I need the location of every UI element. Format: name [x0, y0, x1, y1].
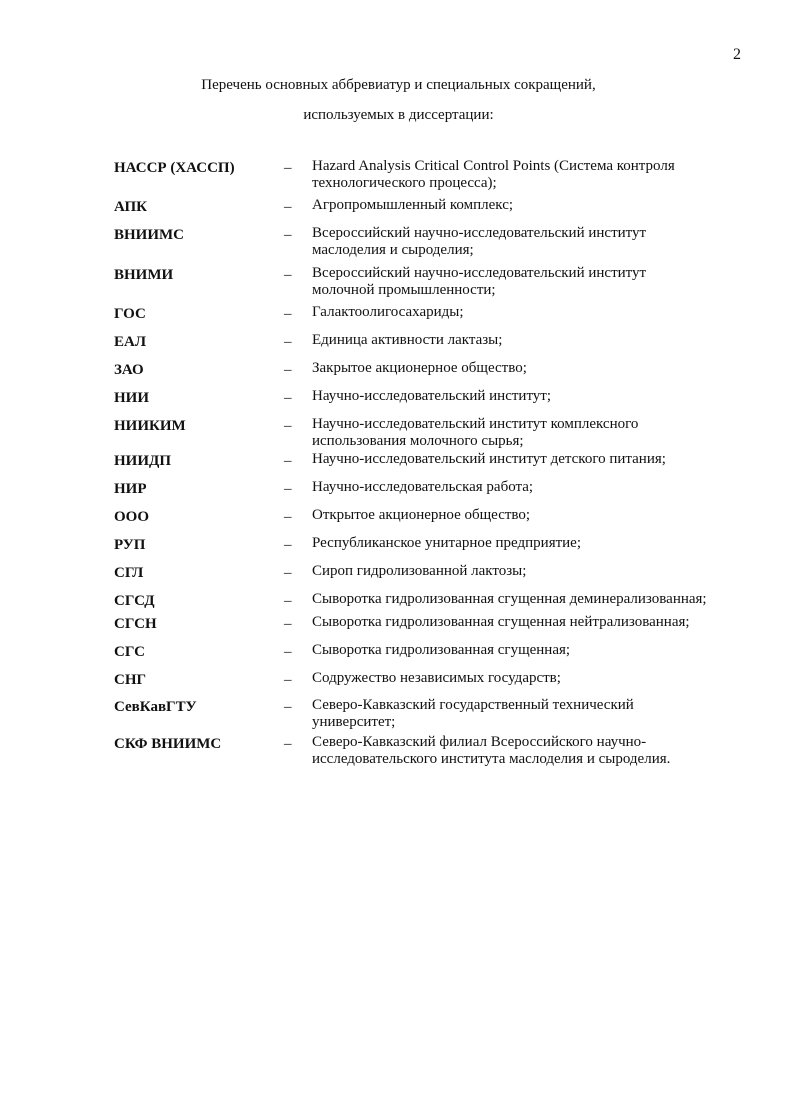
- abbreviation-term: НИИКИМ: [114, 418, 186, 434]
- abbreviation-definition: Северо-Кавказский государственный технический университет;: [312, 697, 634, 730]
- abbreviation-row: [114, 591, 774, 610]
- abbreviation-row: [114, 360, 774, 379]
- abbreviation-term: НИИ: [114, 390, 150, 406]
- abbreviation-definition: Научно-исследовательский институт;: [312, 388, 552, 404]
- abbreviation-definition: Республиканское унитарное предприятие;: [312, 535, 582, 551]
- abbreviation-dash: –: [284, 736, 292, 752]
- abbreviation-definition: Закрытое акционерное общество;: [312, 360, 527, 376]
- abbreviation-term: ООО: [114, 509, 150, 525]
- abbreviation-term: НАССР (ХАССП): [114, 160, 235, 176]
- abbreviation-definition: Сыворотка гидролизованная сгущенная нейтрализованная;: [312, 614, 690, 630]
- abbreviation-definition: Научно-исследовательский институт детского питания;: [312, 451, 666, 467]
- page-number: 2: [733, 46, 741, 63]
- abbreviation-definition: Северо-Кавказский филиал Всероссийского научно- исследовательского института маслоделия и сыроделия.: [312, 734, 671, 767]
- abbreviation-list: [114, 158, 774, 768]
- abbreviation-term: ГОС: [114, 306, 146, 322]
- abbreviation-dash: –: [284, 644, 292, 660]
- abbreviation-row: [114, 734, 774, 768]
- abbreviation-dash: –: [284, 616, 292, 632]
- abbreviation-row: [114, 265, 774, 299]
- abbreviation-row: [114, 416, 774, 450]
- abbreviation-definition: Единица активности лактазы;: [312, 332, 503, 348]
- page-title-line-2: используемых в диссертации:: [303, 107, 494, 123]
- abbreviation-row: [114, 451, 774, 470]
- abbreviation-dash: –: [284, 362, 292, 378]
- abbreviation-definition: Научно-исследовательский институт комплексного использования молочного сырья;: [312, 416, 639, 449]
- abbreviation-row: [114, 614, 774, 633]
- abbreviation-term: АПК: [114, 199, 148, 215]
- abbreviation-row: [114, 563, 774, 582]
- abbreviation-dash: –: [284, 593, 292, 609]
- abbreviation-row: [114, 642, 774, 661]
- abbreviation-row: [114, 697, 774, 731]
- abbreviation-dash: –: [284, 227, 292, 243]
- abbreviation-dash: –: [284, 509, 292, 525]
- abbreviation-dash: –: [284, 537, 292, 553]
- abbreviation-definition: Агропромышленный комплекс;: [312, 197, 514, 213]
- abbreviation-definition: Галактоолигосахариды;: [312, 304, 464, 320]
- abbreviation-definition: Всероссийский научно-исследовательский институт молочной промышленности;: [312, 265, 647, 298]
- abbreviation-definition: Всероссийский научно-исследовательский институт маслоделия и сыроделия;: [312, 225, 647, 258]
- abbreviation-dash: –: [284, 160, 292, 176]
- abbreviation-dash: –: [284, 390, 292, 406]
- abbreviation-term: СКФ ВНИИМС: [114, 736, 222, 752]
- abbreviation-dash: –: [284, 306, 292, 322]
- abbreviation-row: [114, 197, 774, 216]
- abbreviation-term: ЗАО: [114, 362, 144, 378]
- abbreviation-row: [114, 479, 774, 498]
- abbreviation-term: СГС: [114, 644, 146, 660]
- abbreviation-definition: Сироп гидролизованной лактозы;: [312, 563, 527, 579]
- abbreviation-term: РУП: [114, 537, 146, 553]
- abbreviation-row: [114, 670, 774, 689]
- abbreviation-term: СГСН: [114, 616, 157, 632]
- abbreviation-dash: –: [284, 481, 292, 497]
- abbreviation-dash: –: [284, 453, 292, 469]
- abbreviation-definition: Сыворотка гидролизованная сгущенная;: [312, 642, 571, 658]
- page-title-line-1: Перечень основных аббревиатур и специальных сокращений,: [201, 77, 596, 93]
- abbreviation-row: [114, 158, 774, 192]
- abbreviation-definition: Hazard Analysis Critical Control Points (Система контроля технологического процесса);: [312, 158, 675, 191]
- abbreviation-term: СНГ: [114, 672, 147, 688]
- abbreviation-term: ВНИМИ: [114, 267, 174, 283]
- abbreviation-term: НИИДП: [114, 453, 171, 469]
- abbreviation-dash: –: [284, 199, 292, 215]
- abbreviation-dash: –: [284, 267, 292, 283]
- abbreviation-term: ЕАЛ: [114, 334, 147, 350]
- abbreviation-definition: Содружество независимых государств;: [312, 670, 561, 686]
- abbreviation-definition: Открытое акционерное общество;: [312, 507, 531, 523]
- abbreviation-term: ВНИИМС: [114, 227, 184, 243]
- abbreviation-row: [114, 535, 774, 554]
- abbreviation-row: [114, 507, 774, 526]
- abbreviation-dash: –: [284, 418, 292, 434]
- abbreviation-dash: –: [284, 565, 292, 581]
- abbreviation-dash: –: [284, 334, 292, 350]
- abbreviation-row: [114, 304, 774, 323]
- abbreviation-term: СГЛ: [114, 565, 144, 581]
- abbreviation-row: [114, 225, 774, 259]
- abbreviation-definition: Сыворотка гидролизованная сгущенная деминерализованная;: [312, 591, 707, 607]
- abbreviation-term: СевКавГТУ: [114, 699, 197, 715]
- abbreviation-definition: Научно-исследовательская работа;: [312, 479, 534, 495]
- abbreviation-term: НИР: [114, 481, 147, 497]
- abbreviation-row: [114, 388, 774, 407]
- abbreviation-dash: –: [284, 672, 292, 688]
- abbreviation-row: [114, 332, 774, 351]
- abbreviation-term: СГСД: [114, 593, 155, 609]
- abbreviation-dash: –: [284, 699, 292, 715]
